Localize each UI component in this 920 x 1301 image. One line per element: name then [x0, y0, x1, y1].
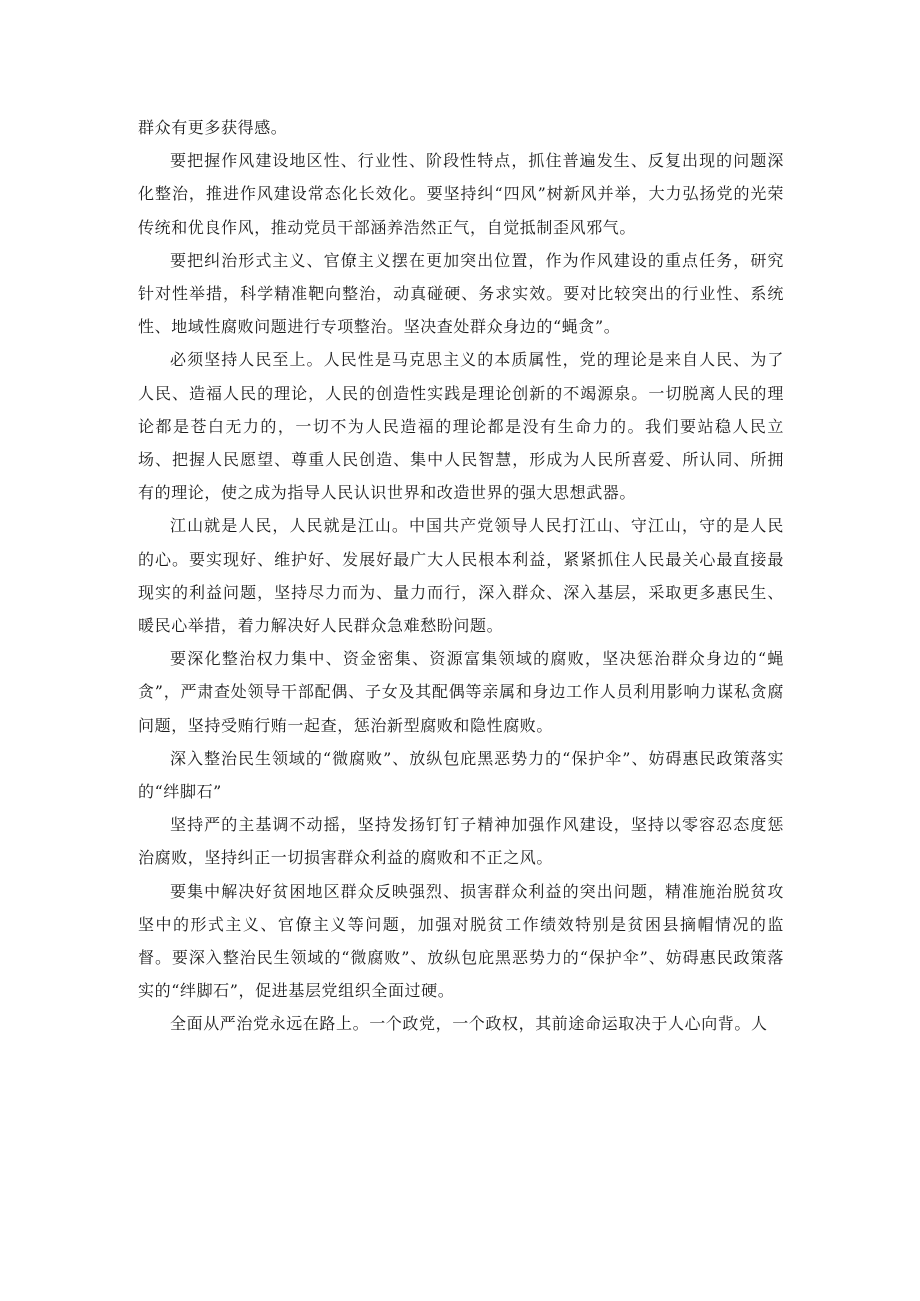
paragraph-3: 要把纠治形式主义、官僚主义摆在更加突出位置，作为作风建设的重点任务，研究针对性举措，科学精准靶向整治，动真碰硬、务求实效。要对比较突出的行业性、系统性、地域性腐败问题进行专项整治。坚决查处群众身边的“蝇贪”。	[138, 250, 784, 337]
paragraph-10: 全面从严治党永远在路上。一个政党，一个政权，其前途命运取决于人心向背。人	[170, 1014, 768, 1034]
paragraph-6: 要深化整治权力集中、资金密集、资源富集领域的腐败，坚决惩治群众身边的“蝇贪”，严肃查处领导干部配偶、子女及其配偶等亲属和身边工作人员利用影响力谋私贪腐问题，坚持受贿行贿一起查，惩治新型腐败和隐性腐败。	[138, 649, 784, 735]
paragraph-9: 要集中解决好贫困地区群众反映强烈、损害群众利益的突出问题，精准施治脱贫攻坚中的形式主义、官僚主义等问题，加强对脱贫工作绩效特别是贫困县摘帽情况的监督。要深入整治民生领域的“微腐败”、放纵包庇黑恶势力的“保护伞”、妨碍惠民政策落实的“绊脚石”，促进基层党组织全面过硬。	[138, 881, 784, 1001]
paragraph-2: 要把握作风建设地区性、行业性、阶段性特点，抓住普遍发生、反复出现的问题深化整治，推进作风建设常态化长效化。要坚持纠“四风”树新风并举，大力弘扬党的光荣传统和优良作风，推动党员干部涵养浩然正气，自觉抵制歪风邪气。	[138, 151, 784, 237]
paragraph-8: 坚持严的主基调不动摇，坚持发扬钉钉子精神加强作风建设，坚持以零容忍态度惩治腐败，坚持纠正一切损害群众利益的腐败和不正之风。	[138, 815, 784, 868]
paragraph-7: 深入整治民生领域的“微腐败”、放纵包庇黑恶势力的“保护伞”、妨碍惠民政策落实的“绊脚石”	[138, 748, 784, 802]
paragraph-4: 必须坚持人民至上。人民性是马克思主义的本质属性，党的理论是来自人民、为了人民、造福人民的理论，人民的创造性实践是理论创新的不竭源泉。一切脱离人民的理论都是苍白无力的，一切不为人民造福的理论都是没有生命力的。我们要站稳人民立场、把握人民愿望、尊重人民创造、集中人民智慧，形成为人民所喜爱、所认同、所拥有的理论，使之成为指导人民认识世界和改造世界的强大思想武器。	[138, 350, 784, 503]
paragraph-5: 江山就是人民，人民就是江山。中国共产党领导人民打江山、守江山，守的是人民的心。要实现好、维护好、发展好最广大人民根本利益，紧紧抓住人民最关心最直接最现实的利益问题，坚持尽力而为、量力而行，深入群众、深入基层，采取更多惠民生、暖民心举措，着力解决好人民群众急难愁盼问题。	[138, 516, 784, 636]
paragraph-1: 群众有更多获得感。	[138, 118, 288, 137]
document-page	[138, 111, 784, 1041]
